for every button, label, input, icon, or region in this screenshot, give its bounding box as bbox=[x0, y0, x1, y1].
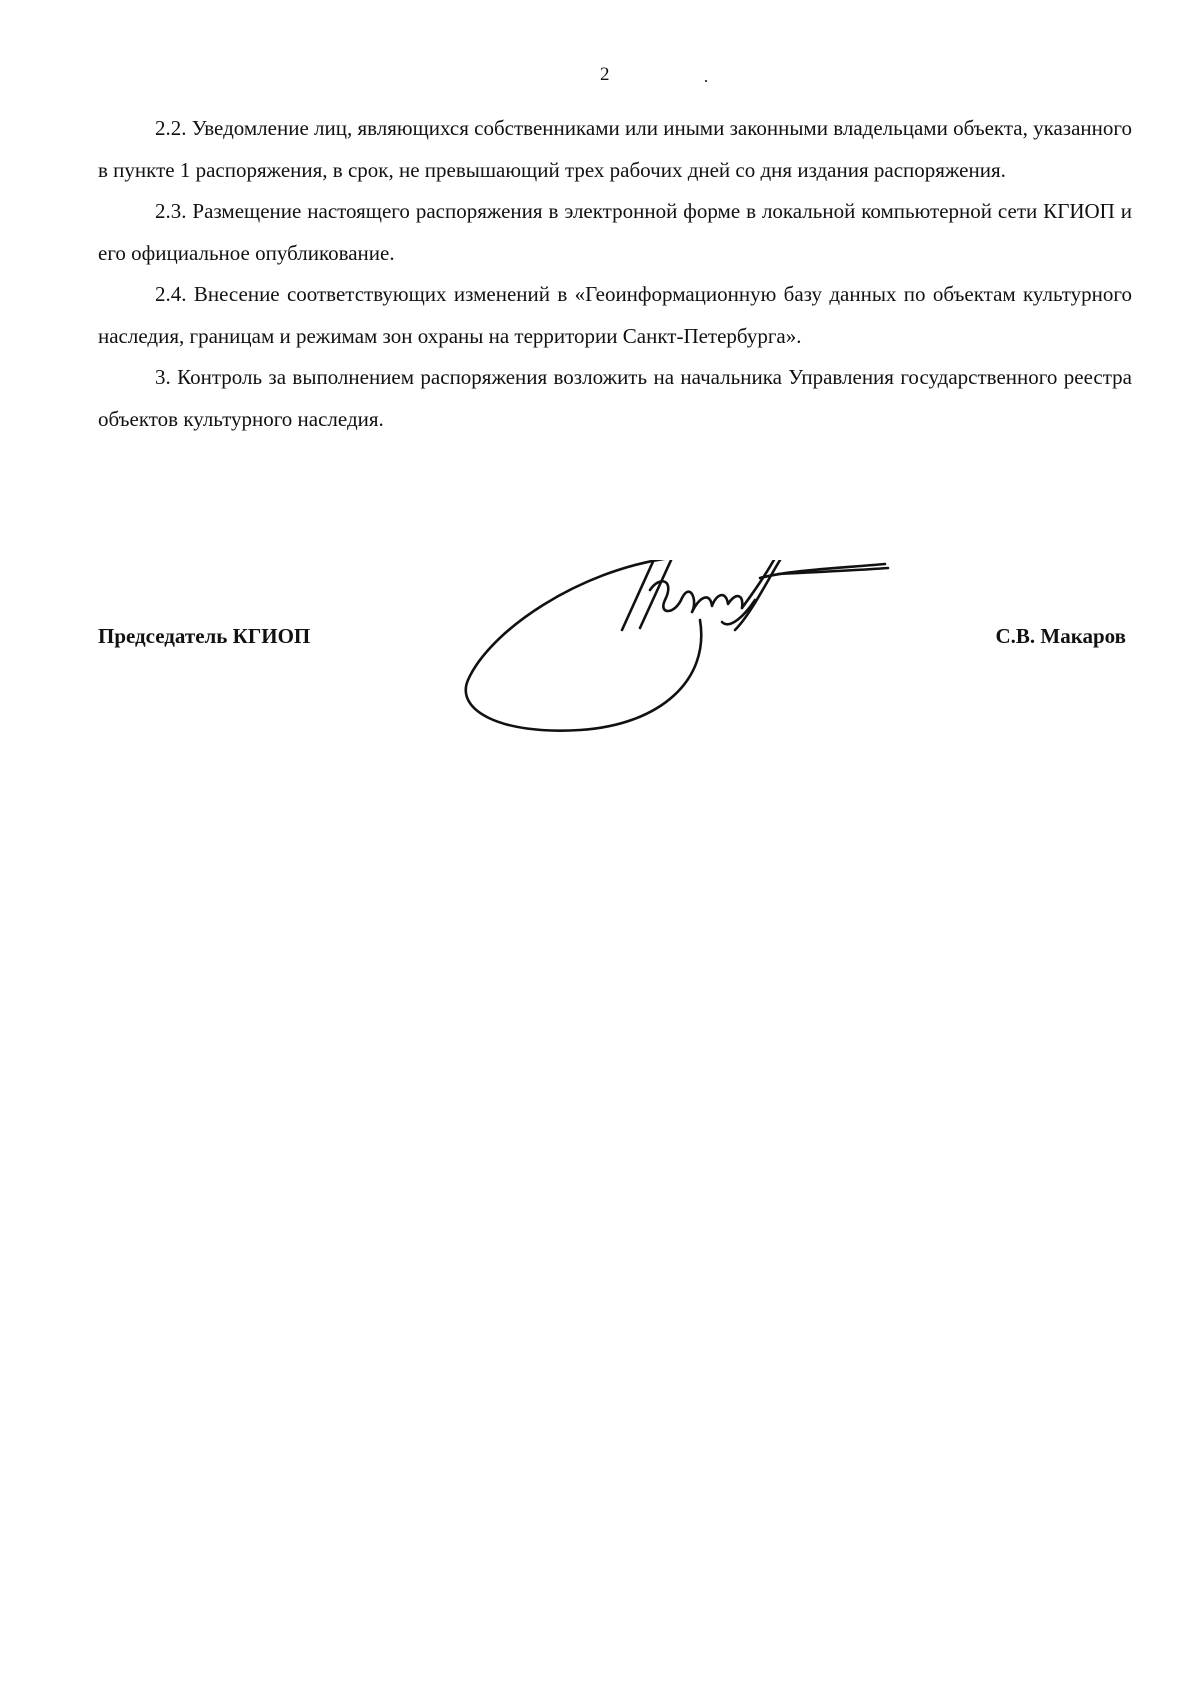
signature-block bbox=[0, 560, 1200, 760]
paragraph-2-3: 2.3. Размещение настоящего распоряжения в электронной форме в локальной компьютерной сети КГИОП и его официальное опубликование. bbox=[98, 199, 1132, 265]
signatory-role: Председатель КГИОП bbox=[98, 624, 311, 648]
signatory-name: С.В. Макаров bbox=[995, 624, 1126, 648]
document-body bbox=[98, 108, 1132, 440]
page-number: 2 bbox=[600, 64, 610, 85]
paragraph-2-2: 2.2. Уведомление лиц, являющихся собственниками или иными законными владельцами объекта, указанного в пункте 1 распоряжения, в срок, не превышающий трех рабочих дней со дня издания распоряжения. bbox=[98, 116, 1132, 182]
handwritten-signature bbox=[460, 560, 980, 760]
paragraph-2-4: 2.4. Внесение соответствующих изменений в «Геоинформационную базу данных по объектам культурного наследия, границам и режимам зон охраны на территории Санкт-Петербурга». bbox=[98, 282, 1132, 348]
scan-artifact-dot bbox=[705, 80, 707, 82]
paragraph-3: 3. Контроль за выполнением распоряжения возложить на начальника Управления государственного реестра объектов культурного наследия. bbox=[98, 365, 1132, 431]
